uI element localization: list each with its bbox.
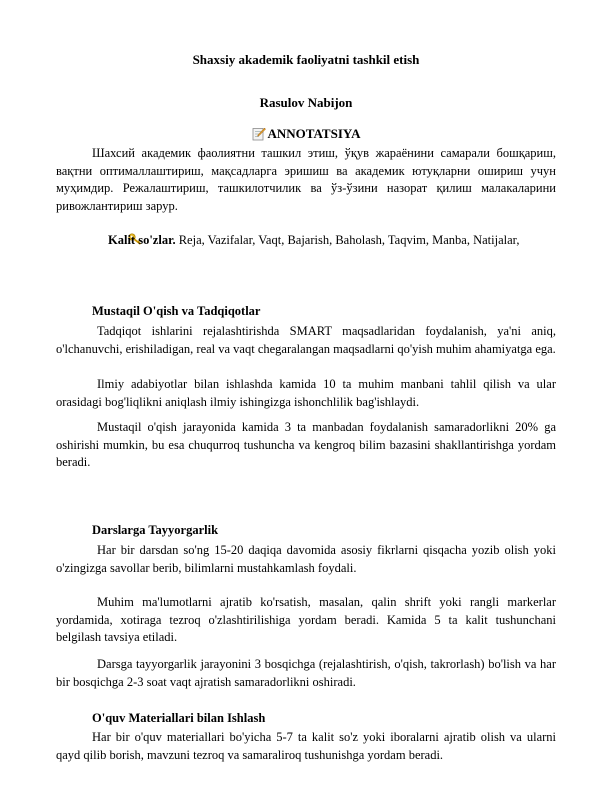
section-heading-class-preparation: Darslarga Tayyorgarlik [92,523,219,537]
document-author: Rasulov Nabijon [259,95,353,110]
keywords-list: Reja, Vazifalar, Vaqt, Bajarish, Baholash, Taqvim, Manba, Natijalar, [175,233,520,247]
annotation-heading [56,126,556,142]
key-icon [92,233,106,245]
keywords-paragraph [56,232,556,250]
section-paragraph: Har bir darsdan so'ng 15-20 daqiqa davomida asosiy fikrlarni qisqacha yozib olish yoki o'zingizga savollar berib, bilimlarni mustahkamlash foydali. [56,543,556,575]
section-paragraph: Darsga tayyorgarlik jarayonini 3 bosqichga (rejalashtirish, o'qish, takrorlash) bo'lish va har bir bosqichga 2-3 soat vaqt ajratish samaradorlikni oshiradi. [56,657,556,689]
section-paragraph: Ilmiy adabiyotlar bilan ishlashda kamida 10 ta muhim manbani tahlil qilish va ular orasidagi bog'liqlikni aniqlash ilmiy ishingizga ishonchlilik bag'ishlaydi. [56,377,556,409]
section-heading-independent-study: Mustaqil O'qish va Tadqiqotlar [92,304,261,318]
memo-icon [252,127,266,141]
annotation-paragraph: Шахсий академик фаолиятни ташкил этиш, ўқув жараёнини самарали бошқариш, вақтни оптималлаштириш, мақсадларга эришиш ва академик ютуқларни ошириш учун муҳимдир. Режалаштириш, ташкилотчилик ва ўз-ўзини назорат қилиш малакаларини ривожлантириш зарур. [56,146,556,213]
section-paragraph: Har bir o'quv materiallari bo'yicha 5-7 ta kalit so'z yoki iboralarni ajratib olish va ularni qayd qilib borish, mavzuni tezroq va samaraliroq tushunishga yordam beradi. [56,730,556,762]
document-title: Shaxsiy akademik faoliyatni tashkil etish [192,52,420,67]
annotation-heading-text: ANNOTATSIYA [267,126,361,141]
keywords-label: Kalit so'zlar. [108,233,176,247]
section-paragraph: Tadqiqot ishlarini rejalashtirishda SMART maqsadlaridan foydalanish, ya'ni aniq, o'lchanuvchi, erishiladigan, real va vaqt chegaralangan maqsadlarni qo'yish muhim ahamiyatga ega. [56,324,556,356]
section-paragraph: Muhim ma'lumotlarni ajratib ko'rsatish, masalan, qalin shrift yoki rangli markerlar yordamida, xotiraga tezroq o'zlashtirilishiga yordam beradi. Kamida 5 ta kalit tushunchani belgilash tavsiya etiladi. [56,595,556,644]
section-paragraph: Mustaqil o'qish jarayonida kamida 3 ta manbadan foydalanish samaradorlikni 20% ga oshirishi mumkin, bu esa chuqurroq tushuncha va kengroq bilim bazasini shakllantirishga yordam beradi. [56,420,556,469]
section-heading-study-materials: O'quv Materiallari bilan Ishlash [92,711,266,725]
